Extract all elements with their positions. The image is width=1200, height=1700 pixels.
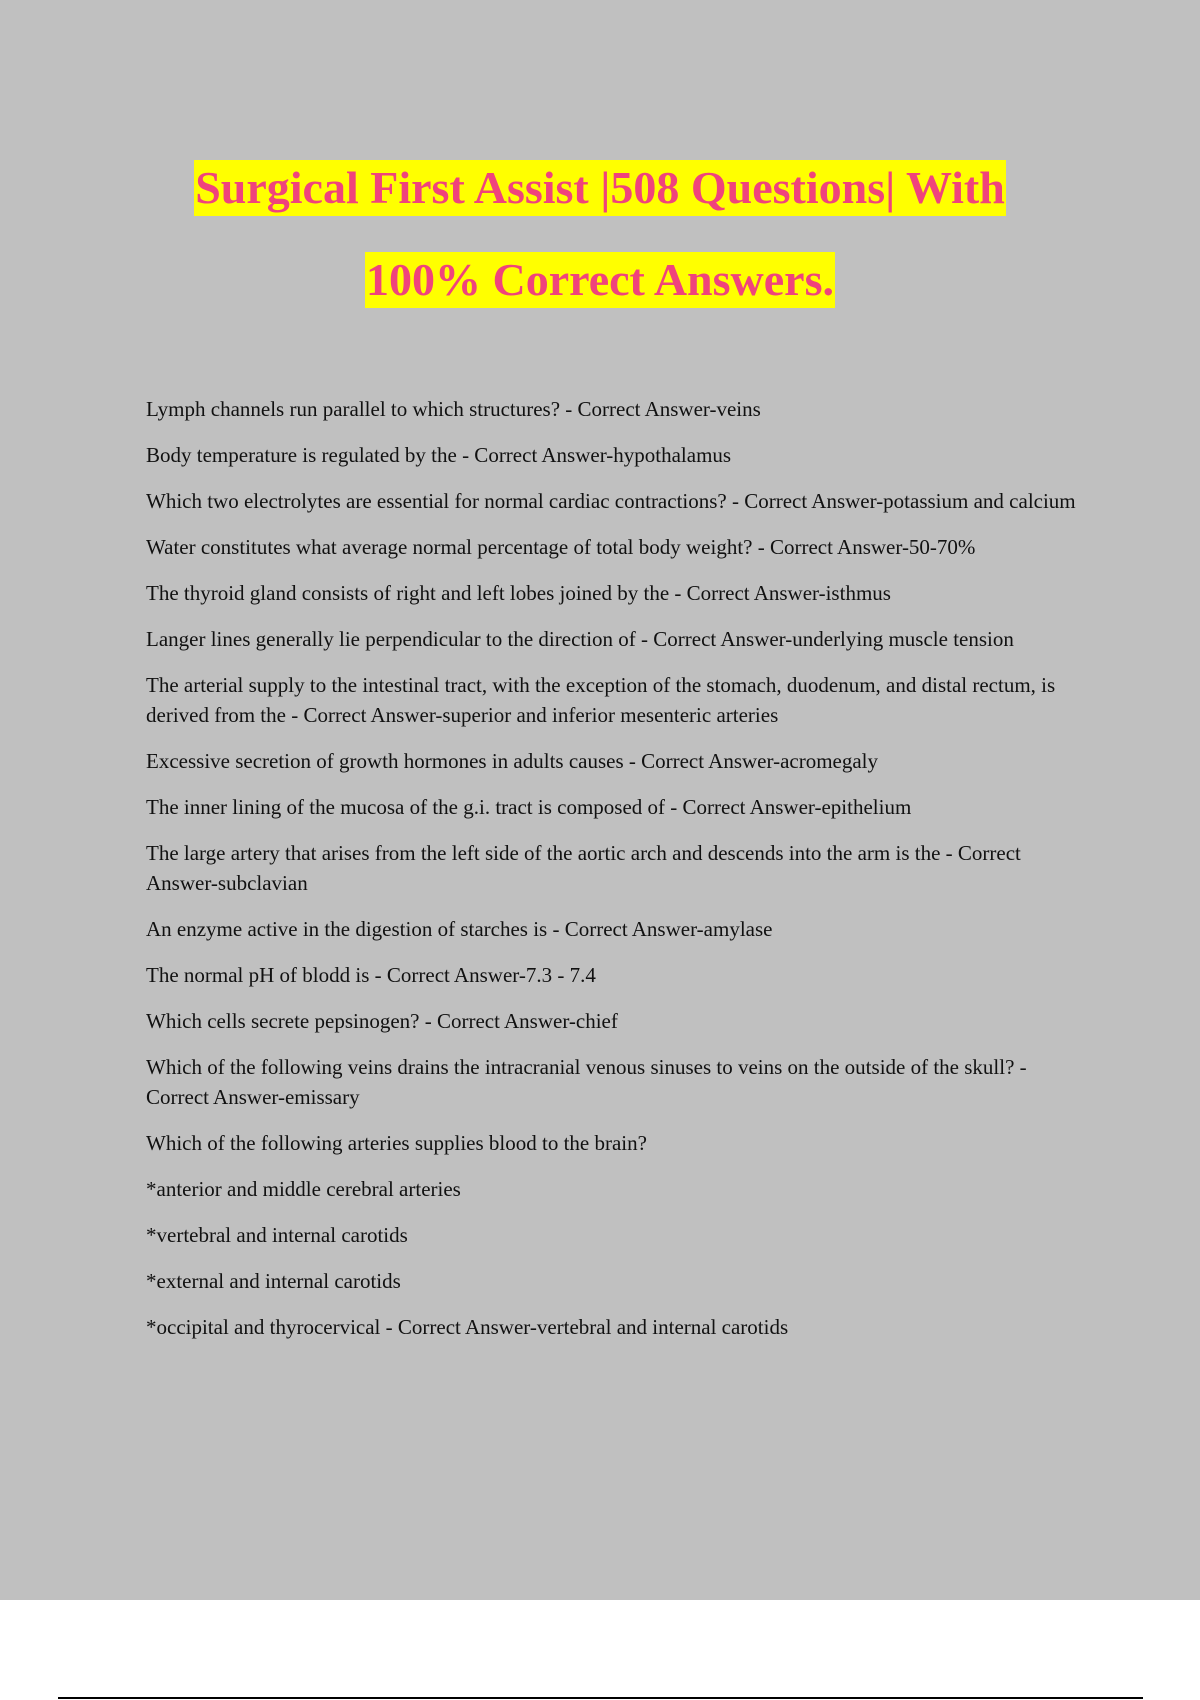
title-line-2: 100% Correct Answers.: [365, 252, 835, 308]
question-item: Which two electrolytes are essential for normal cardiac contractions? - Correct Answer-potassium and calcium: [146, 489, 1076, 513]
question-item: Which of the following arteries supplies blood to the brain?: [146, 1131, 647, 1155]
answer-option: *anterior and middle cerebral arteries: [146, 1177, 461, 1201]
question-item: The arterial supply to the intestinal tract, with the exception of the stomach, duodenum, and distal rectum, is derived from the - Correct Answer-superior and inferior mesenteric arteries: [146, 673, 1056, 727]
answer-option: *external and internal carotids: [146, 1269, 401, 1293]
question-item: The normal pH of blodd is - Correct Answer-7.3 - 7.4: [146, 963, 596, 987]
question-item: The large artery that arises from the left side of the aortic arch and descends into the arm is the - Correct Answer-subclavian: [146, 841, 1021, 895]
question-item: Water constitutes what average normal percentage of total body weight? - Correct Answer-50-70%: [146, 535, 976, 559]
title-line-1: Surgical First Assist |508 Questions| With: [194, 160, 1006, 216]
question-item: Langer lines generally lie perpendicular to the direction of - Correct Answer-underlying muscle tension: [146, 627, 1014, 651]
answer-option: *occipital and thyrocervical - Correct Answer-vertebral and internal carotids: [146, 1315, 789, 1339]
page-divider-line: [58, 1697, 1143, 1699]
question-item: The inner lining of the mucosa of the g.i. tract is composed of - Correct Answer-epithelium: [146, 795, 912, 819]
question-item: Body temperature is regulated by the - Correct Answer-hypothalamus: [146, 443, 732, 467]
question-item: Lymph channels run parallel to which structures? - Correct Answer-veins: [146, 397, 761, 421]
question-item: Which of the following veins drains the intracranial venous sinuses to veins on the outside of the skull? - Correct Answer-emissary: [146, 1055, 1027, 1109]
document-title: [0, 160, 1200, 344]
question-item: Which cells secrete pepsinogen? - Correct Answer-chief: [146, 1009, 618, 1033]
question-item: The thyroid gland consists of right and left lobes joined by the - Correct Answer-isthmus: [146, 581, 891, 605]
answer-option: *vertebral and internal carotids: [146, 1223, 408, 1247]
question-item: An enzyme active in the digestion of starches is - Correct Answer-amylase: [146, 917, 773, 941]
question-list: [146, 394, 1086, 1358]
question-item: Excessive secretion of growth hormones in adults causes - Correct Answer-acromegaly: [146, 749, 879, 773]
